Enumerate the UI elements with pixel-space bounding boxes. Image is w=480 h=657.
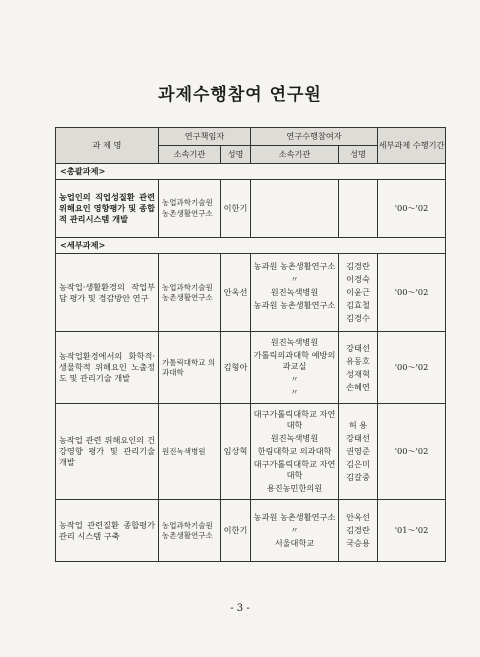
co-name-cell [339,180,378,238]
co-org: 〃 [290,525,299,536]
co-org: 서울대학교 [274,538,315,549]
table-row [56,404,446,500]
lead-name-cell: 임상혁 [221,404,251,500]
header-lead-name: 성명 [221,146,251,164]
lead-org-cell: 농업과학기술원 농촌생활연구소 [159,180,221,238]
co-name: 허 용 [348,419,368,430]
co-org: 농과원 농촌생활연구소 [253,300,336,311]
co-org: 대구가톨릭대학교 자연대학 [253,408,336,430]
co-org: 농과원 농촌생활연구소 [253,260,336,271]
table-row [56,254,446,332]
co-name: 이윤근 [346,287,370,298]
co-name: 권영준 [346,446,370,457]
period-cell: '01～'02 [378,500,446,562]
co-name: 김경란 [346,525,370,536]
co-name: 안옥선 [346,512,370,523]
co-org: 〃 [290,387,299,398]
header-lead-org: 소속기관 [159,146,221,164]
table-row [56,180,446,238]
co-name-cell [339,332,378,404]
co-org: 원진녹색병원 [270,336,319,347]
co-name-cell [339,254,378,332]
co-org: 가톨릭의과대학 예방의과교실 [253,350,336,372]
co-name: 김은미 [346,459,370,470]
co-org: 대구가톨릭대학교 자연대학 [253,459,336,481]
lead-org-cell: 농업과학기술원 농촌생활연구소 [159,254,221,332]
task-cell: 농작업 관련 위해요인의 건강영향 평가 및 관리기술 개발 [56,404,159,500]
header-co-org: 소속기관 [251,146,339,164]
co-org: 한림대학교 의과대학 [257,446,332,457]
co-org [253,312,336,325]
task-cell: 농작업환경에서의 화학적·생물학적 위해요인 노출정도 및 관리기술 개발 [56,332,159,404]
co-org-cell [251,254,339,332]
co-name: 국승용 [346,538,370,549]
co-name: 이경숙 [346,274,370,285]
co-org: 〃 [290,374,299,385]
co-name: 강태선 [346,342,370,353]
co-name: 김효철 [346,300,370,311]
lead-name-cell: 이한기 [221,180,251,238]
co-org: 원진녹색병원 [270,287,319,298]
co-name: 강태선 [346,433,370,444]
section-overall: <총괄과제> [56,164,446,180]
lead-name-cell: 안옥선 [221,254,251,332]
period-cell: '00～'02 [378,332,446,404]
co-name-cell [339,500,378,562]
lead-org-cell: 농업과학기술원 농촌생활연구소 [159,500,221,562]
lead-org-cell: 가톨릭대학교 의과대학 [159,332,221,404]
co-name: 김경란 [346,260,370,271]
page-number: - 3 - [230,603,250,614]
table-row [56,500,446,562]
page-title: 과제수행참여 연구원 [158,85,322,105]
co-name: 김갈중 [346,472,370,483]
section-detail: <세부과제> [56,238,446,254]
co-org: 용진농민한의원 [266,483,323,494]
header-period: 세부과제 수행기간 [378,128,446,164]
task-cell: 농작업·생활환경의 작업부담 평가 및 경감방안 연구 [56,254,159,332]
co-name-cell [339,404,378,500]
co-org-cell [251,332,339,404]
participants-table [55,127,446,562]
co-org-cell [251,404,339,500]
lead-name-cell: 이한기 [221,500,251,562]
lead-name-cell: 김형아 [221,332,251,404]
co-org-cell [251,500,339,562]
co-org: 농과원 농촌생활연구소 [253,512,336,523]
task-cell: 농업인의 직업성질환 관련 위해요인 영향평가 및 종합적 관리시스템 개발 [56,180,159,238]
co-org-cell [251,180,339,238]
header-lead: 연구책임자 [159,128,251,146]
co-org: 〃 [290,274,299,285]
co-name: 성재혁 [346,368,370,379]
header-co: 연구수행참여자 [251,128,378,146]
table-row [56,332,446,404]
co-name: 김경수 [346,313,370,324]
period-cell: '00～'02 [378,404,446,500]
task-cell: 농작업 관련질환 종합평가 관리 시스템 구축 [56,500,159,562]
co-name: 유동호 [346,355,370,366]
lead-org-cell: 원진녹색병원 [159,404,221,500]
header-task: 과 제 명 [56,128,159,164]
period-cell: '00～'02 [378,254,446,332]
co-org: 원진녹색병원 [270,433,319,444]
co-name: 손혜연 [346,381,370,392]
period-cell: '00～'02 [378,180,446,238]
header-co-name: 성명 [339,146,378,164]
